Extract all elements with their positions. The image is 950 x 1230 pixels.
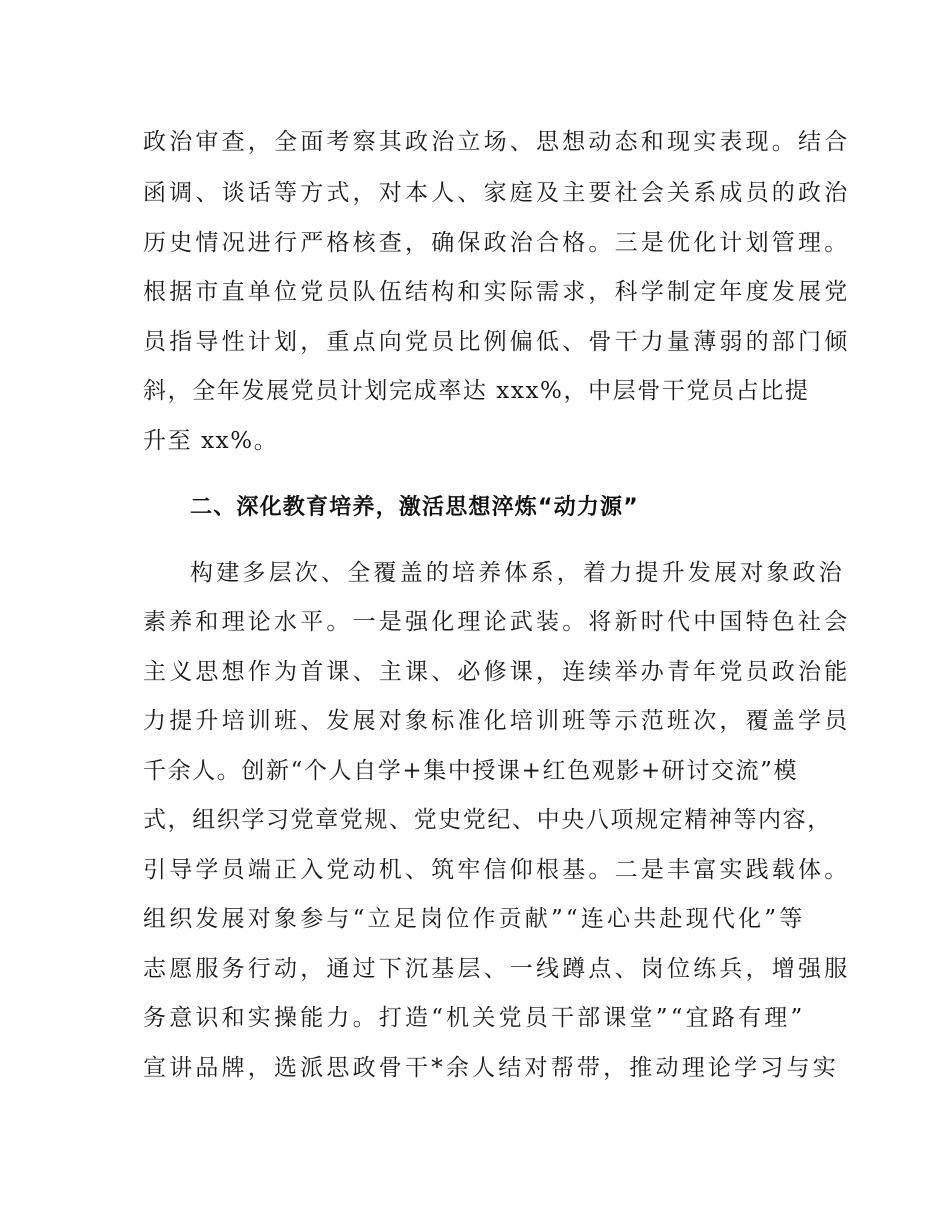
paragraph1-line-1: 政治审查，全面考察其政治立场、思想动态和现实表现。结合 <box>143 129 851 155</box>
paragraph1-line-6: 斜，全年发展党员计划完成率达 xxx%，中层骨干党员占比提 <box>143 378 810 404</box>
paragraph1-line-4: 根据市直单位党员队伍结构和实际需求，科学制定年度发展党 <box>143 279 851 305</box>
paragraph1-line-5: 员指导性计划，重点向党员比例偏低、骨干力量薄弱的部门倾 <box>143 329 851 355</box>
paragraph2-line-4: 力提升培训班、发展对象标准化培训班等示范班次，覆盖学员 <box>143 708 851 734</box>
paragraph2-line-6: 式，组织学习党章党规、党史党纪、中央八项规定精神等内容， <box>143 807 832 833</box>
paragraph1-line-3: 历史情况进行严格核查，确保政治合格。三是优化计划管理。 <box>143 230 851 256</box>
paragraph1-line-2: 函调、谈话等方式，对本人、家庭及主要社会关系成员的政治 <box>143 180 851 206</box>
paragraph1-line-7: 升至 xx%。 <box>143 428 279 454</box>
paragraph2-line-2: 素养和理论水平。一是强化理论武装。将新时代中国特色社会 <box>143 609 851 635</box>
section-heading: 二、深化教育培养，激活思想淬炼“动力源” <box>190 495 639 520</box>
paragraph2-line-3: 主义思想作为首课、主课、必修课，连续举办青年党员政治能 <box>143 659 851 685</box>
paragraph2-line-10: 务意识和实操能力。打造“机关党员干部课堂”“宜路有理” <box>143 1005 806 1031</box>
paragraph2-line-11: 宣讲品牌，选派思政骨干*余人结对帮带，推动理论学习与实 <box>143 1055 839 1081</box>
paragraph2-line-5: 千余人。创新“个人自学+集中授课+红色观影+研讨交流”模 <box>143 758 799 784</box>
paragraph2-line-9: 志愿服务行动，通过下沉基层、一线蹲点、岗位练兵，增强服 <box>143 956 851 982</box>
paragraph2-line-7: 引导学员端正入党动机、筑牢信仰根基。二是丰富实践载体。 <box>143 857 851 883</box>
paragraph2-line-8: 组织发展对象参与“立足岗位作贡献”“连心共赴现代化”等 <box>143 906 806 932</box>
paragraph2-line-1: 构建多层次、全覆盖的培养体系，着力提升发展对象政治 <box>190 560 845 586</box>
